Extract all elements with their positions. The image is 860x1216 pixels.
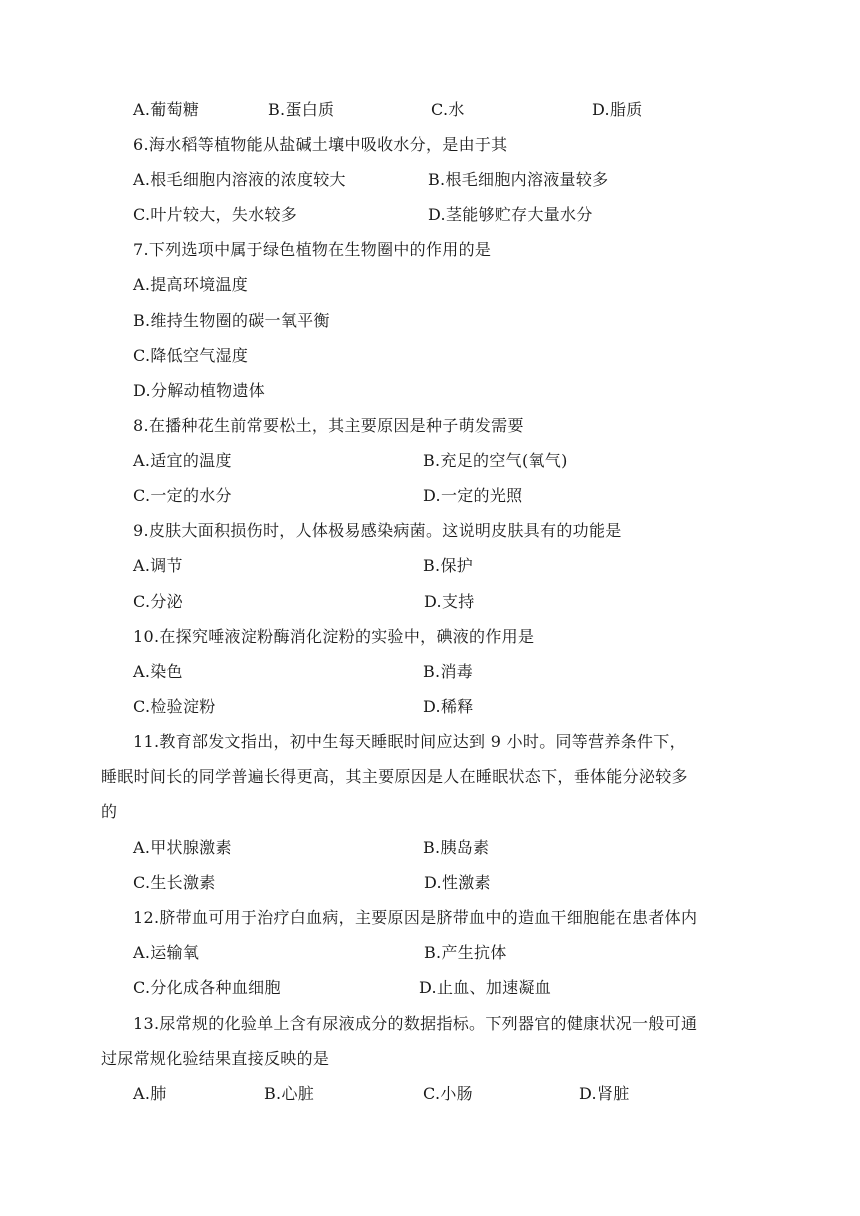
q12-option-d: D.止血、加速凝血 [419,978,552,997]
q11-stem-line-1: 11.教育部发文指出，初中生每天睡眠时间应达到 9 小时。同等营养条件下， [133,732,686,751]
q5-option-c: C.水 [431,100,465,119]
q12-option-b: B.产生抗体 [424,943,507,962]
q5-option-a: A.葡萄糖 [133,100,200,119]
q10-option-b: B.消毒 [423,662,474,681]
q8-stem: 8.在播种花生前常要松土，其主要原因是种子萌发需要 [133,416,524,435]
q6-stem: 6.海水稻等植物能从盐碱土壤中吸收水分，是由于其 [133,135,508,154]
q8-option-a: A.适宜的温度 [133,451,232,470]
q10-stem: 10.在探究唾液淀粉酶消化淀粉的实验中，碘液的作用是 [133,627,535,646]
q11-option-a: A.甲状腺激素 [133,838,232,857]
q13-stem-line-2: 过尿常规化验结果直接反映的是 [101,1049,330,1068]
q6-option-a: A.根毛细胞内溶液的浓度较大 [133,170,346,189]
q11-option-b: B.胰岛素 [423,838,490,857]
q7-option-b: B.维持生物圈的碳一氧平衡 [133,311,330,330]
q7-stem: 7.下列选项中属于绿色植物在生物圈中的作用的是 [133,240,492,259]
q8-option-b: B.充足的空气(氧气) [423,451,568,470]
q7-option-a: A.提高环境温度 [133,275,249,294]
q10-option-a: A.染色 [133,662,183,681]
q11-option-c: C.生长激素 [133,873,216,892]
q9-option-c: C.分泌 [133,592,183,611]
q5-option-d: D.脂质 [592,100,643,119]
q8-option-c: C.一定的水分 [133,486,232,505]
q13-option-c: C.小肠 [423,1084,473,1103]
q6-option-c: C.叶片较大，失水较多 [133,205,298,224]
q6-option-d: D.茎能够贮存大量水分 [428,205,593,224]
q8-option-d: D.一定的光照 [423,486,523,505]
q13-stem-line-1: 13.尿常规的化验单上含有尿液成分的数据指标。下列器官的健康状况一般可通 [133,1014,698,1033]
q9-stem: 9.皮肤大面积损伤时，人体极易感染病菌。这说明皮肤具有的功能是 [133,521,622,540]
q11-stem-line-3: 的 [101,802,118,821]
q9-option-b: B.保护 [423,556,474,575]
q7-option-c: C.降低空气湿度 [133,346,249,365]
q9-option-a: A.调节 [133,556,183,575]
q12-option-c: C.分化成各种血细胞 [133,978,281,997]
q11-option-d: D.性激素 [424,873,491,892]
q9-option-d: D.支持 [424,592,475,611]
q13-option-b: B.心脏 [264,1084,315,1103]
q6-option-b: B.根毛细胞内溶液量较多 [428,170,609,189]
q5-option-b: B.蛋白质 [268,100,335,119]
q10-option-c: C.检验淀粉 [133,697,216,716]
q12-option-a: A.运输氧 [133,943,200,962]
q13-option-d: D.肾脏 [579,1084,630,1103]
q7-option-d: D.分解动植物遗体 [133,381,266,400]
q10-option-d: D.稀释 [423,697,474,716]
q12-stem: 12.脐带血可用于治疗白血病，主要原因是脐带血中的造血干细胞能在患者体内 [133,908,698,927]
q13-option-a: A.肺 [133,1084,167,1103]
q11-stem-line-2: 睡眠时间长的同学普遍长得更高，其主要原因是人在睡眠状态下，垂体能分泌较多 [101,767,688,786]
